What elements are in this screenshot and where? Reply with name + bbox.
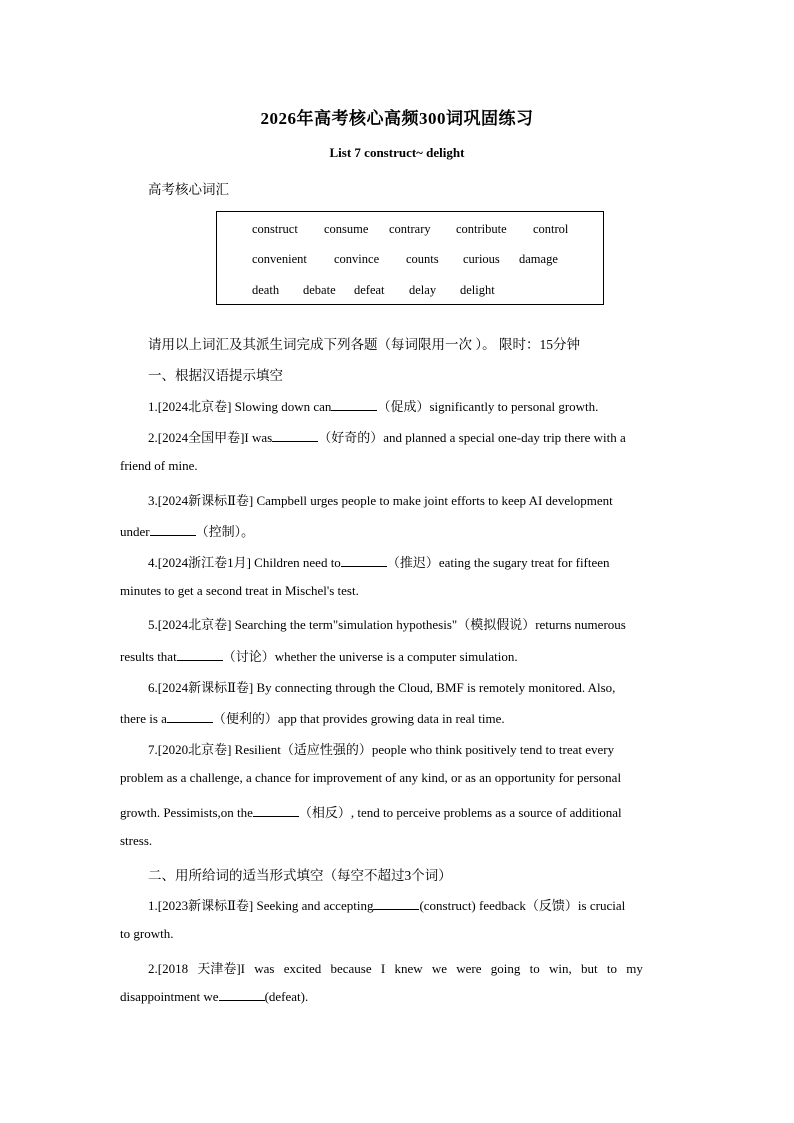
vocab-box <box>216 211 604 305</box>
question-1-3: 3.[2024新课标Ⅱ卷] Campbell urges people to make joint efforts to keep AI development <box>148 493 613 508</box>
answer-blank[interactable] <box>167 711 213 723</box>
vocab-word: counts <box>406 252 439 266</box>
question-1-5: 5.[2024北京卷] Searching the term"simulation hypothesis"（模拟假说）returns numerous <box>148 617 626 632</box>
answer-blank[interactable] <box>177 649 223 661</box>
question-1-4: 4.[2024浙江卷1月] Children need to （推迟）eating the sugary treat for fifteen <box>148 555 610 570</box>
vocab-word: debate <box>303 283 336 297</box>
question-1-7-cont2: growth. Pessimists,on the （相反）, tend to perceive problems as a source of additional <box>120 805 622 820</box>
answer-blank[interactable] <box>272 430 318 442</box>
answer-blank[interactable] <box>331 399 377 411</box>
question-1-4-cont: minutes to get a second treat in Mischel's test. <box>120 583 359 598</box>
vocab-word: delay <box>409 283 437 297</box>
question-1-2: 2.[2024全国甲卷]I was （好奇的）and planned a special one-day trip there with a <box>148 430 626 445</box>
question-1-6: 6.[2024新课标Ⅱ卷] By connecting through the Cloud, BMF is remotely monitored. Also, <box>148 680 616 695</box>
vocab-word: damage <box>519 252 558 266</box>
answer-blank[interactable] <box>253 805 299 817</box>
vocab-word: convenient <box>252 252 307 266</box>
question-1-7: 7.[2020北京卷] Resilient（适应性强的）people who think positively tend to treat every <box>148 742 615 757</box>
answer-blank[interactable] <box>341 555 387 567</box>
answer-blank[interactable] <box>373 898 419 910</box>
vocab-word: death <box>252 283 280 297</box>
question-1-3-cont: under （控制）。 <box>120 524 255 539</box>
question-2-1-cont: to growth. <box>120 926 174 941</box>
vocab-word: control <box>533 222 569 236</box>
answer-blank[interactable] <box>219 989 265 1001</box>
question-1-7-cont: problem as a challenge, a chance for improvement of any kind, or as an opportunity for personal <box>120 770 622 785</box>
question-1-2-cont: friend of mine. <box>120 458 198 473</box>
vocab-word: curious <box>463 252 500 266</box>
question-2-2-cont: disappointment we (defeat). <box>120 989 309 1004</box>
question-2-2: 2.[2018 天津卷]I was excited because I knew we were going to win, but to my <box>148 961 643 976</box>
answer-blank[interactable] <box>150 524 196 536</box>
question-1-7-cont3: stress. <box>120 833 153 848</box>
part1-heading: 一、根据汉语提示填空 <box>148 368 283 383</box>
part2-heading: 二、用所给词的适当形式填空（每空不超过3个词） <box>148 868 452 883</box>
question-2-1: 1.[2023新课标Ⅱ卷] Seeking and accepting (construct) feedback（反馈）is crucial <box>148 898 626 913</box>
question-1-5-cont: results that （讨论）whether the universe is a computer simulation. <box>120 649 518 664</box>
page-title: 2026年高考核心高频300词巩固练习 <box>260 109 534 128</box>
vocab-word: contrary <box>389 222 431 236</box>
vocab-word: contribute <box>456 222 507 236</box>
question-1-1: 1.[2024北京卷] Slowing down can （促成）significantly to personal growth. <box>148 399 599 414</box>
vocab-word: defeat <box>354 283 385 297</box>
vocab-word: convince <box>334 252 380 266</box>
instructions: 请用以上词汇及其派生词完成下列各题（每词限用一次 ）。 限时：15分钟 <box>148 337 580 352</box>
vocab-word: construct <box>252 222 298 236</box>
question-1-6-cont: there is a （便利的）app that provides growing data in real time. <box>120 711 505 726</box>
vocab-word: delight <box>460 283 495 297</box>
vocab-word: consume <box>324 222 369 236</box>
list-subtitle: List 7 construct~ delight <box>329 145 465 160</box>
vocab-heading: 高考核心词汇 <box>148 182 229 197</box>
